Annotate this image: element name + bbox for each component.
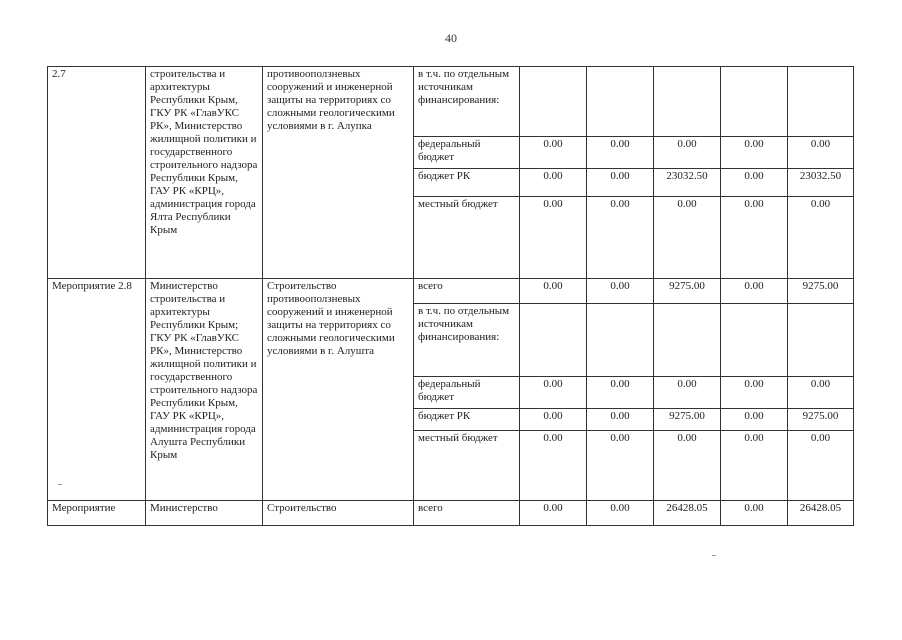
value-cell: 0.00 xyxy=(721,197,788,279)
value-cell: 0.00 xyxy=(587,377,654,409)
table-row xyxy=(48,67,854,137)
measure-number-cell: Мероприятие xyxy=(48,501,146,526)
value-cell: 0.00 xyxy=(654,431,721,501)
value-cell xyxy=(721,67,788,137)
value-cell: 0.00 xyxy=(721,431,788,501)
measure-number-cell: 2.7 xyxy=(48,67,146,279)
value-cell: 0.00 xyxy=(587,197,654,279)
value-cell: 0.00 xyxy=(788,377,854,409)
value-cell: 0.00 xyxy=(721,169,788,197)
value-cell: 26428.05 xyxy=(788,501,854,526)
value-cell: 23032.50 xyxy=(788,169,854,197)
funding-source-cell: федеральный бюджет xyxy=(414,377,520,409)
value-cell: 0.00 xyxy=(654,197,721,279)
funding-source-cell: местный бюджет xyxy=(414,431,520,501)
value-cell: 0.00 xyxy=(788,431,854,501)
value-cell: 0.00 xyxy=(520,169,587,197)
value-cell: 0.00 xyxy=(520,409,587,431)
value-cell: 0.00 xyxy=(788,137,854,169)
executor-cell: строительства и архитектуры Республики Крым, ГКУ РК «ГлавУКС РК», Министерство жилищной политики и государственного строительного надзора Республики Крым, ГАУ РК «КРЦ», администрация города Ялта Республики Крым xyxy=(146,67,263,279)
measure-number-cell: Мероприятие 2.8 xyxy=(48,279,146,501)
funding-source-cell: бюджет РК xyxy=(414,169,520,197)
value-cell xyxy=(654,304,721,377)
value-cell: 0.00 xyxy=(721,137,788,169)
value-cell xyxy=(788,304,854,377)
value-cell: 9275.00 xyxy=(788,409,854,431)
value-cell: 0.00 xyxy=(587,501,654,526)
value-cell: 0.00 xyxy=(520,377,587,409)
activity-cell: противооползневых сооружений и инженерной защиты на территориях со сложными геологическими условиями в г. Алупка xyxy=(263,67,414,279)
value-cell: 0.00 xyxy=(520,431,587,501)
value-cell: 0.00 xyxy=(520,501,587,526)
funding-table xyxy=(47,66,854,526)
funding-source-cell: всего xyxy=(414,279,520,304)
value-cell: 0.00 xyxy=(587,409,654,431)
value-cell: 0.00 xyxy=(654,137,721,169)
value-cell: 0.00 xyxy=(587,137,654,169)
scan-speck xyxy=(58,484,62,485)
funding-source-cell: бюджет РК xyxy=(414,409,520,431)
activity-cell: Строительство xyxy=(263,501,414,526)
value-cell: 23032.50 xyxy=(654,169,721,197)
value-cell xyxy=(788,67,854,137)
value-cell: 0.00 xyxy=(587,169,654,197)
value-cell: 0.00 xyxy=(520,137,587,169)
funding-source-cell: всего xyxy=(414,501,520,526)
value-cell: 0.00 xyxy=(721,501,788,526)
value-cell xyxy=(520,304,587,377)
executor-cell: Министерство строительства и архитектуры Республики Крым; ГКУ РК «ГлавУКС РК», Министерство жилищной политики и государственного строительного надзора Республики Крым, ГАУ РК «КРЦ», администрация города Алушта Республики Крым xyxy=(146,279,263,501)
value-cell: 0.00 xyxy=(520,197,587,279)
value-cell: 0.00 xyxy=(721,377,788,409)
value-cell: 0.00 xyxy=(654,377,721,409)
funding-source-cell: федеральный бюджет xyxy=(414,137,520,169)
funding-source-cell: местный бюджет xyxy=(414,197,520,279)
value-cell: 0.00 xyxy=(587,431,654,501)
value-cell: 26428.05 xyxy=(654,501,721,526)
page-number: 40 xyxy=(445,31,457,45)
value-cell xyxy=(587,67,654,137)
value-cell: 0.00 xyxy=(587,279,654,304)
value-cell: 9275.00 xyxy=(654,279,721,304)
funding-source-cell: в т.ч. по отдельным источникам финансирования: xyxy=(414,304,520,377)
value-cell: 0.00 xyxy=(788,197,854,279)
table-row xyxy=(48,501,854,526)
value-cell: 9275.00 xyxy=(654,409,721,431)
value-cell: 0.00 xyxy=(721,279,788,304)
value-cell: 0.00 xyxy=(721,409,788,431)
value-cell: 0.00 xyxy=(520,279,587,304)
table-row xyxy=(48,279,854,304)
scan-speck xyxy=(712,555,716,556)
value-cell xyxy=(520,67,587,137)
executor-cell: Министерство xyxy=(146,501,263,526)
value-cell xyxy=(721,304,788,377)
value-cell: 9275.00 xyxy=(788,279,854,304)
value-cell xyxy=(587,304,654,377)
value-cell xyxy=(654,67,721,137)
activity-cell: Строительство противооползневых сооружений и инженерной защиты на территориях со сложными геологическими условиями в г. Алушта xyxy=(263,279,414,501)
funding-source-cell: в т.ч. по отдельным источникам финансирования: xyxy=(414,67,520,137)
